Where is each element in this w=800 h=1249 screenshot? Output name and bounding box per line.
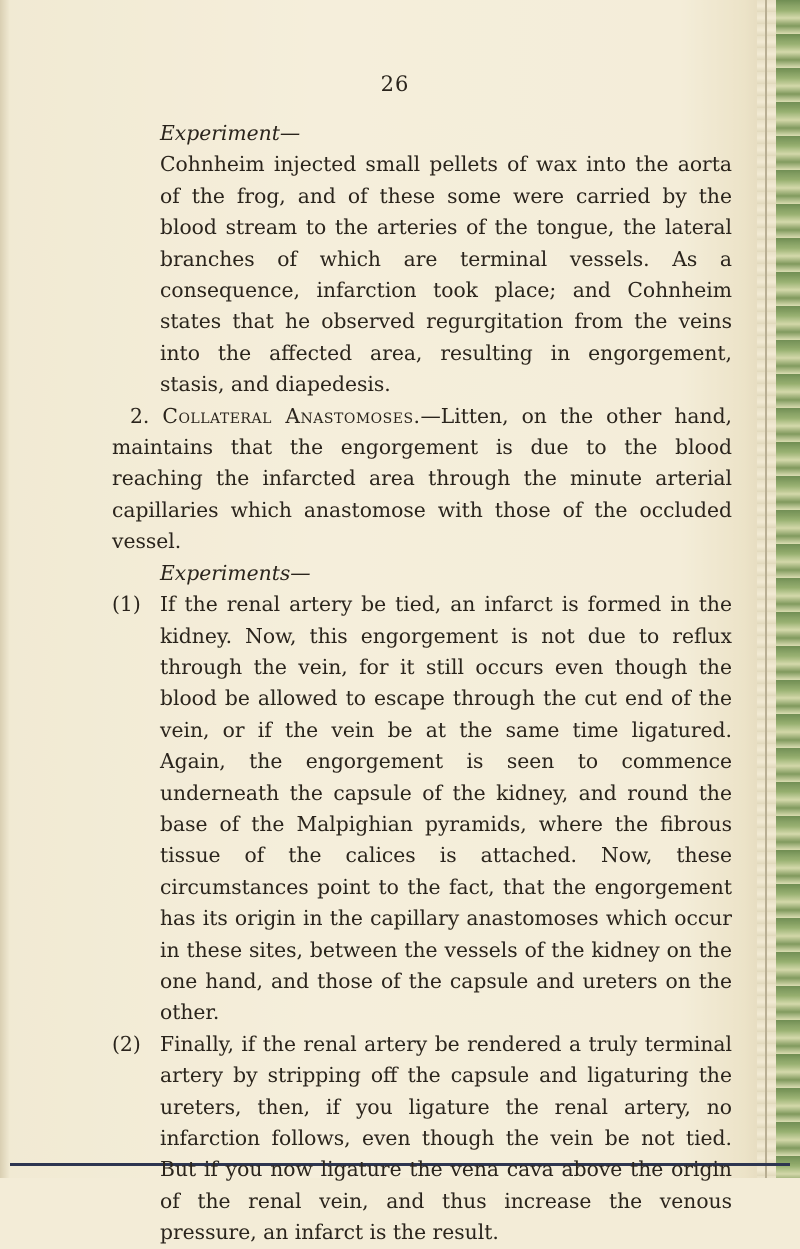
section-2-heading: Collateral Anastomoses. xyxy=(162,403,421,428)
list-item-number: (2) xyxy=(112,1031,141,1056)
section-2-text: —Litten, on the other hand, maintains that the engorgement is due to the blood reaching the infarcted area through the minute arterial capillaries which anastomose with those of the occluded vessel. xyxy=(112,403,733,554)
list-item-text: If the renal artery be tied, an infarct is formed in the kidney. Now, this engorgement is not due to reflux through the vein, for it still occurs even though the blood be allowed to escape through the cut end of the vein, or if the vein be at the same time ligatured. Again, the engorgement is seen to commence underneath the capsule of the kidney, and round the base of the Malpighian pyramids, where the fibrous tissue of the calices is attached. Now, these circumstances point to the fact, that the engorgement has its origin in the capillary anastomoses which occur in these sites, between the vessels of the kidney on the one hand, and those of the capsule and ureters on the other. xyxy=(160,592,732,1025)
page-number: 26 xyxy=(380,72,410,96)
list-item xyxy=(112,589,732,1029)
experiments-heading: Experiments— xyxy=(160,560,311,585)
binding-strip xyxy=(776,0,800,1178)
list-item-number: (1) xyxy=(112,592,141,617)
section-2-number: 2. xyxy=(130,403,150,428)
section-2-paragraph xyxy=(112,401,732,558)
list-item-text: Finally, if the renal artery be rendered a truly terminal artery by stripping off the capsule and ligaturing the ureters, then, if you ligature the renal artery, no infarction follows, even though the vein be not tied. But if you now ligature the vena cava above the origin of the renal vein, and thus increase the venous pressure, an infarct is the result. xyxy=(160,1031,732,1245)
list-item xyxy=(112,1029,732,1249)
experiment-heading: Experiment— xyxy=(160,121,301,145)
body-text xyxy=(112,118,732,1249)
gutter-line xyxy=(765,0,767,1178)
page-left-edge xyxy=(0,0,10,1178)
experiment-paragraph: Cohnheim injected small pellets of wax into the aorta of the frog, and of these some were carried by the blood stream to the arteries of the tongue, the lateral branches of which are terminal vessels. As a consequence, infarction took place; and Cohnheim states that he observed regurgitation from the veins into the affected area, resulting in engorgement, stasis, and diapedesis. xyxy=(160,152,732,397)
